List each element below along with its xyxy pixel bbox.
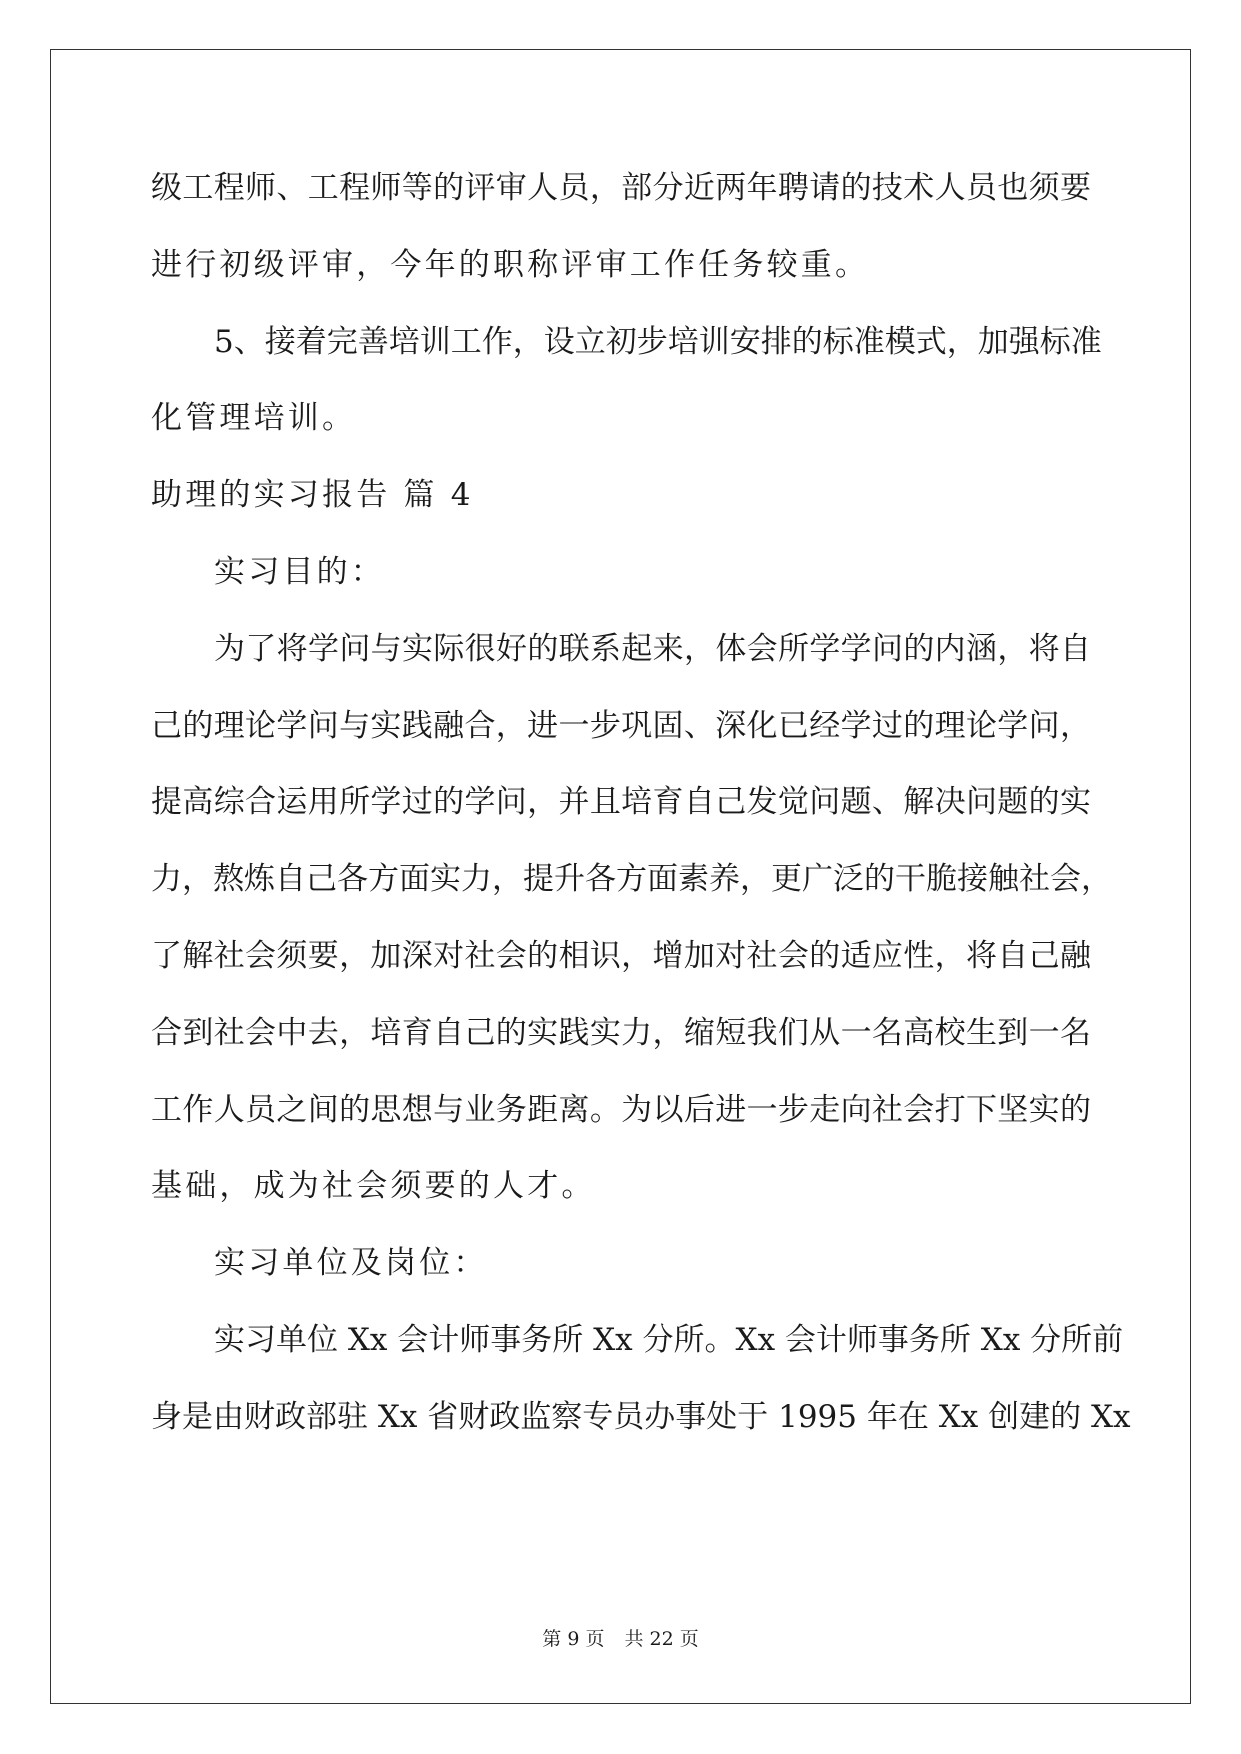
text-line: 了解社会须要，加深对社会的相识，增加对社会的适应性，将自己融 [151, 937, 1091, 974]
page-total: 共 22 页 [624, 1628, 699, 1650]
text-line: 实习单位 Xx 会计师事务所 Xx 分所。Xx 会计师事务所 Xx 分所前 [214, 1321, 1124, 1358]
text-line: 级工程师、工程师等的评审人员，部分近两年聘请的技术人员也须要 [151, 170, 1091, 206]
text-line: 进行初级评审，今年的职称评审工作任务较重。 [151, 246, 870, 283]
text-line: 合到社会中去，培育自己的实践实力，缩短我们从一名高校生到一名 [151, 1014, 1091, 1051]
text-line: 化管理培训。 [151, 400, 357, 437]
text-line: 5、接着完善培训工作，设立初步培训安排的标准模式，加强标准 [214, 323, 1102, 360]
subheading: 实习单位及岗位： [214, 1245, 488, 1282]
text-line: 己的理论学问与实践融合，进一步巩固、深化已经学过的理论学问， [151, 707, 1091, 744]
text-line: 力，熬炼自己各方面实力，提升各方面素养，更广泛的干脆接触社会， [151, 861, 1112, 898]
text-line: 工作人员之间的思想与业务距离。为以后进一步走向社会打下坚实的 [151, 1091, 1091, 1128]
text-line: 身是由财政部驻 Xx 省财政监察专员办事处于 1995 年在 Xx 创建的 Xx [151, 1398, 1131, 1435]
page-number: 第 9 页 [542, 1628, 605, 1650]
page-footer [0, 1627, 1241, 1651]
document-body [151, 160, 1131, 1466]
text-line: 为了将学问与实际很好的联系起来，体会所学学问的内涵，将自 [214, 630, 1091, 667]
subheading: 实习目的： [214, 553, 385, 590]
section-heading: 助理的实习报告 篇 4 [151, 477, 474, 514]
text-line: 基础，成为社会须要的人才。 [151, 1168, 596, 1205]
text-line: 提高综合运用所学过的学问，并且培育自己发觉问题、解决问题的实 [151, 784, 1091, 821]
